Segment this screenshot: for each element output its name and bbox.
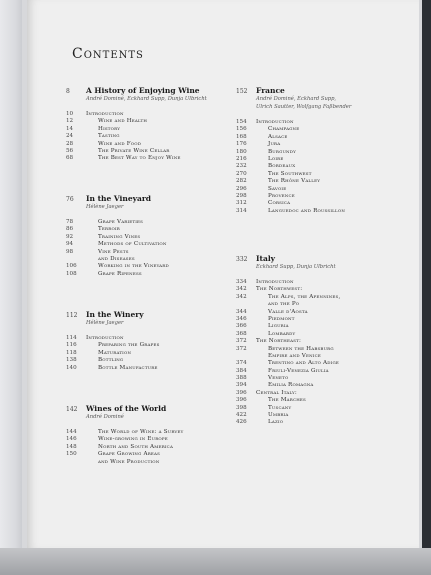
entry-title: Languedoc and Roussillon (268, 207, 346, 214)
entry-page-number: 68 (66, 155, 74, 162)
toc-entry[interactable] (66, 263, 241, 270)
entry-title: The Marches (268, 397, 306, 404)
toc-entry[interactable] (66, 141, 241, 148)
section-authors: André Dominé (86, 414, 124, 420)
entry-page-number: 366 (236, 323, 247, 330)
toc-entry[interactable] (236, 316, 411, 323)
entry-title: Tasting (98, 133, 120, 140)
section-title: In the Winery (86, 310, 144, 319)
entry-title: Introduction (86, 335, 124, 341)
toc-entry[interactable] (236, 286, 411, 293)
toc-entry[interactable] (236, 382, 411, 389)
toc-entry[interactable] (236, 397, 411, 404)
toc-entry[interactable] (66, 118, 241, 125)
entry-page-number: 106 (66, 263, 77, 270)
entry-title: History (98, 125, 121, 132)
entry-title: Methods of Cultivation (98, 241, 167, 248)
entry-page-number: 138 (66, 357, 77, 364)
section-heading[interactable] (66, 404, 241, 413)
entry-page-number: 334 (236, 279, 247, 285)
entry-page-number: 78 (66, 219, 74, 225)
toc-entry[interactable] (236, 405, 411, 412)
section-heading[interactable] (236, 254, 411, 263)
section-title: In the Vineyard (86, 194, 152, 203)
entry-page-number: 108 (66, 270, 77, 277)
page-title: Contents (72, 46, 144, 62)
toc-entry[interactable] (236, 134, 411, 141)
entry-page-number: 94 (66, 241, 74, 248)
section-page-number: 332 (236, 256, 248, 263)
entry-title: Friuli-Venezia Giulia (268, 367, 329, 374)
entry-title: Grape Ripeness (98, 270, 142, 277)
entry-page-number: 394 (236, 382, 247, 389)
entry-title: Vine Pests (98, 248, 129, 255)
entry-page-number: 98 (66, 248, 74, 255)
entry-page-number: 24 (66, 133, 74, 140)
toc-entry[interactable] (236, 279, 411, 286)
entry-page-number: 148 (66, 443, 77, 450)
entry-title: Bottle Manufacture (98, 364, 158, 371)
entry-page-number: 116 (66, 342, 77, 349)
table-surface (0, 548, 431, 575)
toc-entry[interactable] (236, 149, 411, 156)
entry-title: Trentino and Alto Adige (268, 360, 339, 367)
entry-page-number: 28 (66, 140, 74, 147)
entry-title: Piedmont (268, 315, 295, 322)
section-heading[interactable] (66, 86, 241, 95)
section-heading[interactable] (66, 194, 241, 203)
toc-entry[interactable] (236, 338, 411, 345)
entry-title: Wine and Health (98, 118, 148, 125)
section-page-number: 152 (236, 88, 248, 95)
toc-entry[interactable] (236, 119, 411, 126)
section-page-number: 112 (66, 312, 78, 319)
toc-entry[interactable] (66, 429, 241, 436)
entry-page-number: 342 (236, 286, 247, 293)
entry-title: and Diseases (98, 255, 135, 262)
toc-entry[interactable] (66, 357, 241, 364)
section-heading[interactable] (236, 86, 411, 95)
toc-entry[interactable] (236, 360, 411, 367)
entry-title: Training Vines (98, 233, 141, 240)
toc-entry[interactable] (236, 156, 411, 163)
entry-page-number: 180 (236, 148, 247, 155)
entry-title: Corsica (268, 200, 291, 207)
entry-title: Maturation (98, 349, 132, 356)
entry-page-number: 154 (236, 119, 247, 125)
section-title: Italy (256, 254, 276, 263)
toc-section (66, 310, 241, 372)
entry-page-number: 140 (66, 364, 77, 371)
toc-entry[interactable] (236, 331, 411, 338)
entry-title: Liguria (268, 323, 289, 330)
toc-entry[interactable] (236, 309, 411, 316)
entry-title: Veneto (268, 375, 289, 382)
entry-page-number: 150 (66, 451, 77, 458)
entry-title: Burgundy (268, 148, 297, 155)
section-page-number: 142 (66, 406, 78, 413)
entry-title: Wine-growing in Europe (98, 436, 168, 443)
entry-page-number: 92 (66, 233, 74, 240)
toc-entry[interactable] (66, 256, 241, 263)
entry-page-number: 396 (236, 389, 247, 396)
section-title: France (256, 86, 285, 95)
toc-entry[interactable] (66, 234, 241, 241)
entry-title: and Wine Production (98, 458, 160, 465)
entry-title: North and South America (98, 443, 174, 450)
entry-page-number: 426 (236, 419, 247, 426)
entry-title: The Northwest: (256, 286, 303, 293)
entry-page-number: 156 (236, 126, 247, 133)
entry-page-number: 176 (236, 141, 247, 148)
entry-title: Umbria (268, 412, 289, 419)
toc-entry[interactable] (236, 353, 411, 360)
entry-title: Champagne (268, 126, 300, 133)
entry-page-number: 388 (236, 375, 247, 382)
section-authors: Hélène Jaeger (86, 320, 124, 326)
toc-entry[interactable] (236, 294, 411, 301)
toc-entry[interactable] (66, 444, 241, 451)
toc-entry[interactable] (66, 350, 241, 357)
entry-title: Working in the Vineyard (98, 263, 169, 270)
entry-title: The Best Way to Enjoy Wine (98, 155, 181, 162)
entry-page-number: 118 (66, 349, 77, 356)
entry-list (66, 219, 241, 278)
entry-page-number: 146 (66, 436, 77, 443)
section-heading[interactable] (66, 310, 241, 319)
toc-entry[interactable] (236, 301, 411, 308)
entry-page-number: 372 (236, 338, 247, 345)
entry-title: Tuscany (268, 404, 292, 411)
entry-page-number: 372 (236, 345, 247, 352)
section-authors: Ulrich Sautter, Wolfgang Faßbender (256, 104, 352, 110)
toc-entry[interactable] (236, 193, 411, 200)
entry-title: The Northeast: (256, 338, 302, 345)
entry-page-number: 396 (236, 397, 247, 404)
entry-title: and the Po (268, 301, 300, 308)
toc-entry[interactable] (236, 171, 411, 178)
entry-title: Valle d'Aosta (268, 308, 308, 315)
entry-page-number: 384 (236, 367, 247, 374)
entry-title: The Southwest (268, 170, 312, 177)
toc-section (66, 86, 241, 163)
section-page-number: 76 (66, 196, 74, 203)
entry-list (66, 429, 241, 466)
entry-page-number: 10 (66, 111, 74, 117)
entry-title: Empire and Venice (268, 352, 321, 359)
toc-entry[interactable] (236, 126, 411, 133)
entry-page-number: 12 (66, 118, 74, 125)
toc-entry[interactable] (66, 226, 241, 233)
entry-list (66, 335, 241, 372)
entry-title: Wine and Food (98, 140, 142, 147)
toc-entry[interactable] (236, 323, 411, 330)
toc-entry[interactable] (66, 335, 241, 342)
toc-entry[interactable] (66, 365, 241, 372)
entry-page-number: 282 (236, 178, 247, 185)
entry-page-number: 270 (236, 170, 247, 177)
entry-title: Grape Varieties (98, 219, 144, 225)
entry-title: Introduction (256, 119, 294, 125)
toc-entry[interactable] (236, 412, 411, 419)
entry-page-number: 168 (236, 133, 247, 140)
entry-title: Grape Growing Areas (98, 451, 161, 458)
toc-entry[interactable] (236, 419, 411, 426)
toc-entry[interactable] (66, 155, 241, 162)
toc-section (236, 86, 411, 215)
entry-page-number: 312 (236, 200, 247, 207)
entry-page-number: 344 (236, 308, 247, 315)
entry-title: The World of Wine: a Survey (98, 429, 184, 435)
entry-page-number: 374 (236, 360, 247, 367)
entry-page-number: 296 (236, 185, 247, 192)
entry-title: Introduction (86, 111, 124, 117)
entry-title: Bordeaux (268, 163, 296, 170)
entry-title: Introduction (256, 279, 294, 285)
section-page-number: 8 (66, 88, 70, 95)
entry-title: The Private Wine Cellar (98, 147, 170, 154)
toc-entry[interactable] (236, 375, 411, 382)
toc-section (66, 194, 241, 278)
toc-section (66, 404, 241, 466)
toc-entry[interactable] (66, 459, 241, 466)
entry-page-number: 314 (236, 207, 247, 214)
toc-entry[interactable] (236, 200, 411, 207)
entry-page-number: 232 (236, 163, 247, 170)
toc-entry[interactable] (66, 436, 241, 443)
entry-title: Savoie (268, 185, 287, 192)
toc-entry[interactable] (236, 390, 411, 397)
entry-title: Loire (268, 155, 284, 162)
section-authors: André Dominé, Eckhard Supp, Dunja Ulbricht (86, 96, 207, 102)
entry-title: The Rhône Valley (268, 178, 321, 185)
toc-entry[interactable] (66, 126, 241, 133)
entry-page-number: 56 (66, 147, 74, 154)
entry-title: Lombardy (268, 330, 296, 337)
entry-title: Emilia Romagna (268, 382, 314, 389)
entry-title: Alsace (268, 133, 288, 140)
toc-entry[interactable] (66, 148, 241, 155)
toc-entry[interactable] (236, 141, 411, 148)
entry-list (66, 111, 241, 163)
section-title: A History of Enjoying Wine (86, 86, 200, 95)
entry-page-number: 342 (236, 293, 247, 300)
section-title: Wines of the World (86, 404, 167, 413)
entry-page-number: 144 (66, 429, 77, 435)
toc-entry[interactable] (236, 163, 411, 170)
section-authors: Eckhard Supp, Dunja Ulbricht (256, 264, 336, 270)
entry-page-number: 298 (236, 192, 247, 199)
entry-page-number: 114 (66, 335, 77, 341)
entry-page-number: 368 (236, 330, 247, 337)
entry-page-number: 86 (66, 226, 74, 233)
toc-entry[interactable] (66, 451, 241, 458)
entry-page-number: 398 (236, 404, 247, 411)
entry-title: Preparing the Grapes (98, 342, 160, 349)
entry-page-number: 216 (236, 155, 247, 162)
section-authors: André Dominé, Eckhard Supp, (256, 96, 337, 102)
entry-title: The Alps, the Apennines, (268, 293, 341, 300)
toc-entry[interactable] (236, 346, 411, 353)
toc-entry[interactable] (66, 249, 241, 256)
entry-page-number: 14 (66, 125, 74, 132)
toc-entry[interactable] (236, 208, 411, 215)
entry-title: Between the Habsburg (268, 345, 334, 352)
toc-entry[interactable] (66, 111, 241, 118)
toc-entry[interactable] (66, 133, 241, 140)
entry-title: Central Italy: (256, 389, 297, 396)
entry-title: Terroir (98, 226, 120, 233)
entry-list (236, 279, 411, 427)
toc-entry[interactable] (66, 271, 241, 278)
toc-entry[interactable] (236, 186, 411, 193)
entry-list (236, 119, 411, 215)
toc-entry[interactable] (66, 241, 241, 248)
toc-entry[interactable] (66, 219, 241, 226)
section-authors: Hélène Jaeger (86, 204, 124, 210)
toc-entry[interactable] (236, 178, 411, 185)
toc-entry[interactable] (236, 368, 411, 375)
toc-entry[interactable] (66, 342, 241, 349)
entry-title: Provence (268, 192, 295, 199)
entry-title: Lazio (268, 419, 284, 426)
entry-page-number: 422 (236, 412, 247, 419)
entry-title: Jura (268, 141, 281, 148)
entry-title: Bottling (98, 357, 124, 364)
toc-section (236, 254, 411, 427)
entry-page-number: 346 (236, 315, 247, 322)
